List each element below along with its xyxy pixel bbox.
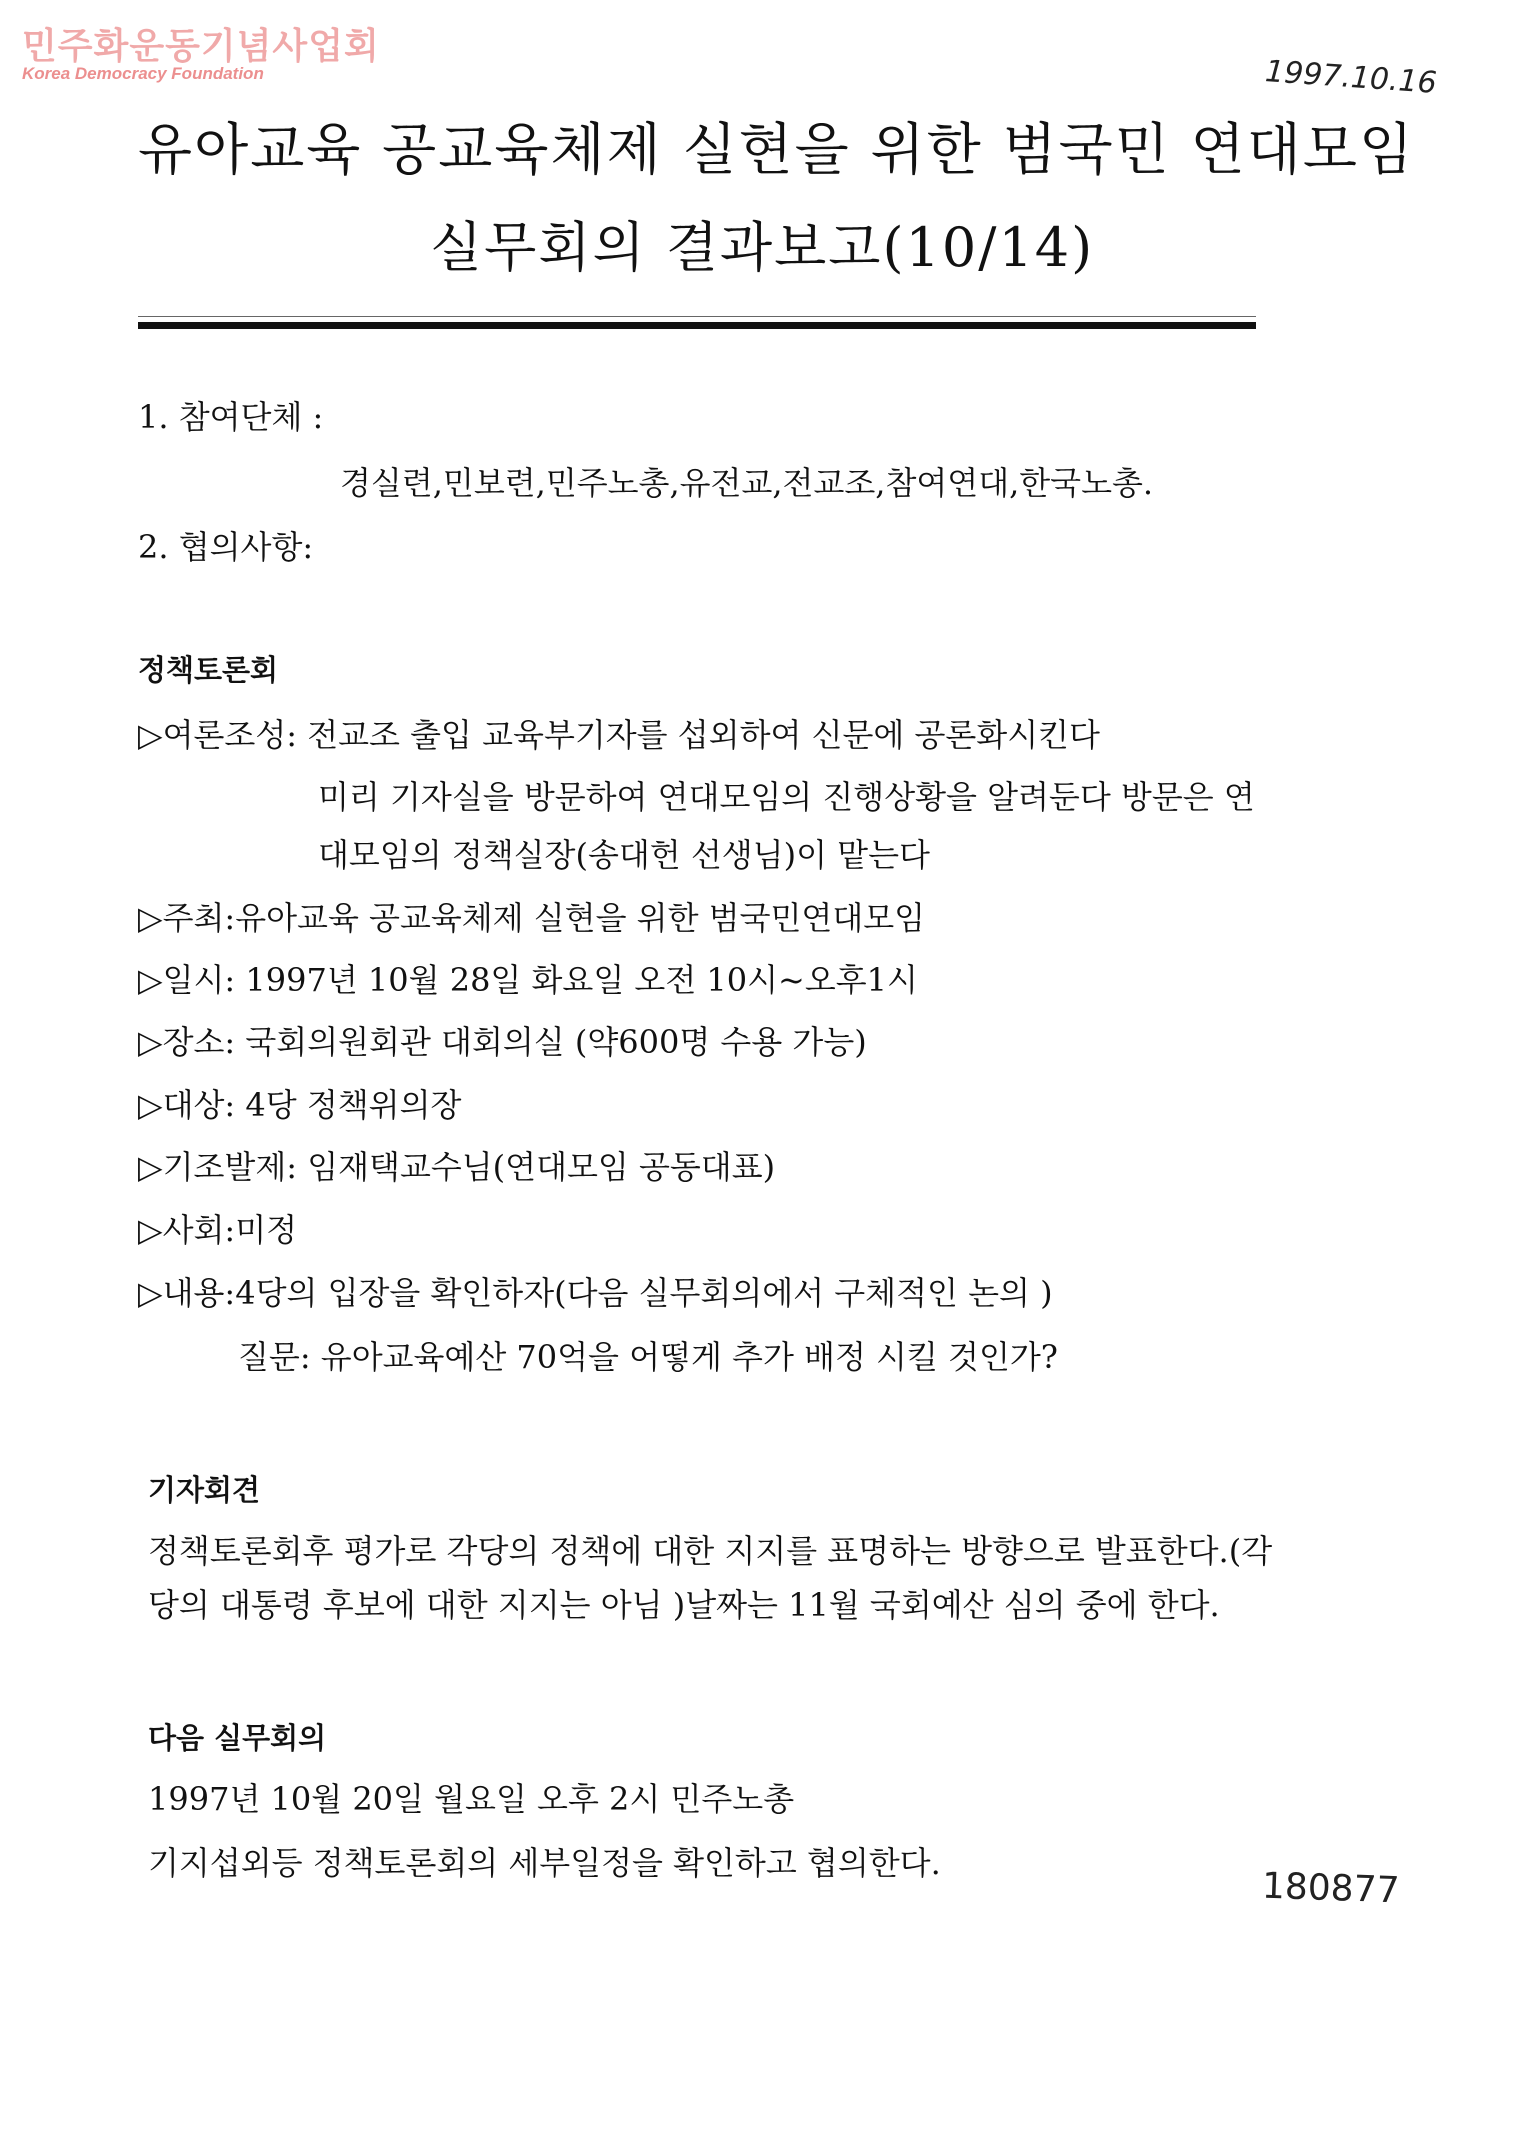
forum-item-venue: ▷장소: 국회의원회관 대회의실 (약600명 수용 가능): [138, 1023, 867, 1061]
forum-item-host: ▷주최:유아교육 공교육체제 실현을 위한 범국민연대모임: [138, 899, 926, 937]
handwritten-number: 180877: [1261, 1865, 1401, 1912]
next-meeting-heading: 다음 실무회의: [148, 1721, 327, 1755]
forum-item-keynote: ▷기조발제: 임재택교수님(연대모임 공동대표): [138, 1148, 776, 1186]
forum-item-opinion: ▷여론조성: 전교조 출입 교육부기자를 섭외하여 신문에 공론화시킨다: [138, 716, 1100, 754]
press-conference-heading: 기자회견: [148, 1473, 261, 1507]
watermark-korean: 민주화운동기념사업회: [22, 26, 380, 67]
forum-item-content: ▷내용:4당의 입장을 확인하자(다음 실무회의에서 구체적인 논의 ): [138, 1274, 1053, 1312]
title-line-1: 유아교육 공교육체제 실현을 위한 범국민 연대모임: [138, 118, 1416, 183]
forum-item-question: 질문: 유아교육예산 70억을 어떻게 추가 배정 시킬 것인가?: [238, 1338, 1058, 1376]
press-conference-line-1: 정책토론회후 평가로 각당의 정책에 대한 지지를 표명하는 방향으로 발표한다.(각: [148, 1532, 1273, 1570]
section-1-label: 1. 참여단체 :: [138, 398, 324, 436]
forum-item-target: ▷대상: 4당 정책위의장: [138, 1086, 462, 1124]
title-rule: [138, 322, 1256, 329]
title-rule-thin: [138, 316, 1256, 317]
next-meeting-line-1: 1997년 10월 20일 월요일 오후 2시 민주노총: [148, 1780, 795, 1818]
handwritten-date: 1997.10.16: [1263, 54, 1438, 101]
next-meeting-line-2: 기지섭외등 정책토론회의 세부일정을 확인하고 협의한다.: [148, 1844, 941, 1882]
forum-item-opinion-cont-2: 대모임의 정책실장(송대헌 선생님)이 맡는다: [318, 836, 930, 874]
forum-item-moderator: ▷사회:미정: [138, 1211, 298, 1249]
forum-item-opinion-cont-1: 미리 기자실을 방문하여 연대모임의 진행상황을 알려둔다 방문은 연: [318, 778, 1255, 816]
title-line-2: 실무회의 결과보고(10/14): [430, 216, 1095, 279]
forum-item-datetime: ▷일시: 1997년 10월 28일 화요일 오전 10시~오후1시: [138, 961, 918, 999]
participating-orgs: 경실련,민보련,민주노총,유전교,전교조,참여연대,한국노총.: [340, 464, 1154, 502]
policy-forum-heading: 정책토론회: [138, 653, 279, 687]
section-2-label: 2. 협의사항:: [138, 528, 314, 566]
watermark-english: Korea Democracy Foundation: [22, 64, 264, 83]
press-conference-line-2: 당의 대통령 후보에 대한 지지는 아님 )날짜는 11월 국회예산 심의 중에 한다.: [148, 1586, 1220, 1624]
